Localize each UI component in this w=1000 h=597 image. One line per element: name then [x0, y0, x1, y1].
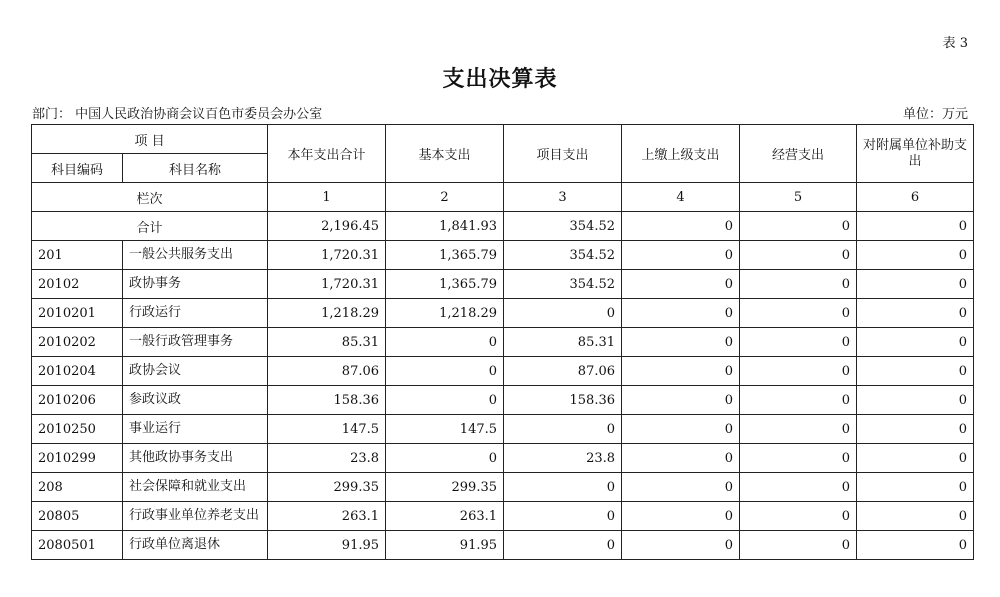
amount-cell: 0 — [857, 386, 974, 415]
subject-code: 2080501 — [32, 531, 123, 560]
header-upper: 上缴上级支出 — [622, 125, 740, 183]
subject-name: 社会保障和就业支出 — [123, 473, 268, 502]
total-value: 0 — [622, 212, 740, 241]
subject-name: 参政议政 — [123, 386, 268, 415]
amount-cell: 0 — [622, 444, 740, 473]
subject-name: 一般行政管理事务 — [123, 328, 268, 357]
subject-code: 20805 — [32, 502, 123, 531]
subject-code: 20102 — [32, 270, 123, 299]
amount-cell: 0 — [622, 502, 740, 531]
amount-cell: 0 — [740, 502, 857, 531]
subject-name: 行政运行 — [123, 299, 268, 328]
amount-cell: 0 — [622, 531, 740, 560]
amount-cell: 0 — [857, 270, 974, 299]
amount-cell: 1,365.79 — [386, 270, 504, 299]
table-row — [32, 270, 974, 299]
header-basic: 基本支出 — [386, 125, 504, 183]
amount-cell: 0 — [622, 299, 740, 328]
amount-cell: 1,218.29 — [386, 299, 504, 328]
department-label: 部门： 中国人民政治协商会议百色市委员会办公室 — [32, 107, 323, 122]
amount-cell: 0 — [386, 357, 504, 386]
amount-cell: 0 — [504, 415, 622, 444]
header-business: 经营支出 — [740, 125, 857, 183]
amount-cell: 0 — [622, 386, 740, 415]
subject-code: 201 — [32, 241, 123, 270]
amount-cell: 299.35 — [386, 473, 504, 502]
col-num: 3 — [504, 183, 622, 212]
amount-cell: 1,218.29 — [268, 299, 386, 328]
amount-cell: 0 — [857, 241, 974, 270]
amount-cell: 0 — [386, 386, 504, 415]
table-number: 表 3 — [942, 36, 968, 51]
table-row — [32, 357, 974, 386]
header-item: 项 目 — [32, 125, 268, 154]
amount-cell: 299.35 — [268, 473, 386, 502]
amount-cell: 0 — [504, 502, 622, 531]
amount-cell: 0 — [622, 357, 740, 386]
amount-cell: 0 — [740, 299, 857, 328]
subject-code: 2010201 — [32, 299, 123, 328]
amount-cell: 0 — [857, 531, 974, 560]
amount-cell: 85.31 — [268, 328, 386, 357]
table-row — [32, 473, 974, 502]
amount-cell: 0 — [504, 299, 622, 328]
amount-cell: 0 — [740, 415, 857, 444]
amount-cell: 1,720.31 — [268, 270, 386, 299]
amount-cell: 0 — [740, 241, 857, 270]
amount-cell: 85.31 — [504, 328, 622, 357]
amount-cell: 23.8 — [268, 444, 386, 473]
amount-cell: 147.5 — [386, 415, 504, 444]
amount-cell: 0 — [857, 299, 974, 328]
subject-name: 行政单位离退休 — [123, 531, 268, 560]
header-total: 本年支出合计 — [268, 125, 386, 183]
amount-cell: 158.36 — [504, 386, 622, 415]
table-row — [32, 299, 974, 328]
amount-cell: 354.52 — [504, 270, 622, 299]
total-label: 合计 — [32, 212, 268, 241]
amount-cell: 0 — [504, 473, 622, 502]
amount-cell: 0 — [622, 328, 740, 357]
amount-cell: 0 — [386, 328, 504, 357]
amount-cell: 0 — [740, 328, 857, 357]
total-value: 354.52 — [504, 212, 622, 241]
amount-cell: 0 — [622, 473, 740, 502]
subject-code: 208 — [32, 473, 123, 502]
amount-cell: 0 — [857, 444, 974, 473]
amount-cell: 0 — [622, 241, 740, 270]
table-row — [32, 241, 974, 270]
col-num: 2 — [386, 183, 504, 212]
amount-cell: 0 — [857, 473, 974, 502]
table-row — [32, 415, 974, 444]
amount-cell: 0 — [857, 357, 974, 386]
col-num: 6 — [857, 183, 974, 212]
subject-name: 其他政协事务支出 — [123, 444, 268, 473]
amount-cell: 0 — [740, 357, 857, 386]
subject-name: 行政事业单位养老支出 — [123, 502, 268, 531]
amount-cell: 0 — [740, 473, 857, 502]
amount-cell: 0 — [504, 531, 622, 560]
col-num: 5 — [740, 183, 857, 212]
header-name: 科目名称 — [123, 154, 268, 183]
amount-cell: 263.1 — [268, 502, 386, 531]
amount-cell: 0 — [386, 444, 504, 473]
header-project: 项目支出 — [504, 125, 622, 183]
col-num: 4 — [622, 183, 740, 212]
amount-cell: 0 — [740, 531, 857, 560]
page-title: 支出决算表 — [442, 66, 558, 92]
header-subsidy: 对附属单位补助支出 — [857, 125, 974, 183]
subject-code: 2010299 — [32, 444, 123, 473]
subject-name: 一般公共服务支出 — [123, 241, 268, 270]
header-row-1 — [32, 125, 974, 154]
amount-cell: 354.52 — [504, 241, 622, 270]
amount-cell: 0 — [857, 502, 974, 531]
subject-code: 2010206 — [32, 386, 123, 415]
total-row — [32, 212, 974, 241]
expenditure-table — [31, 124, 974, 560]
total-value: 0 — [857, 212, 974, 241]
subject-code: 2010204 — [32, 357, 123, 386]
total-value: 2,196.45 — [268, 212, 386, 241]
amount-cell: 158.36 — [268, 386, 386, 415]
subject-name: 政协事务 — [123, 270, 268, 299]
subject-name: 事业运行 — [123, 415, 268, 444]
amount-cell: 1,720.31 — [268, 241, 386, 270]
amount-cell: 87.06 — [504, 357, 622, 386]
column-number-row — [32, 183, 974, 212]
subject-code: 2010250 — [32, 415, 123, 444]
amount-cell: 91.95 — [386, 531, 504, 560]
table-row — [32, 328, 974, 357]
table-row — [32, 444, 974, 473]
amount-cell: 147.5 — [268, 415, 386, 444]
amount-cell: 0 — [740, 386, 857, 415]
table-row — [32, 531, 974, 560]
lanci-label: 栏次 — [32, 183, 268, 212]
table-row — [32, 502, 974, 531]
amount-cell: 23.8 — [504, 444, 622, 473]
unit-label: 单位：万元 — [902, 107, 968, 122]
total-value: 1,841.93 — [386, 212, 504, 241]
subject-code: 2010202 — [32, 328, 123, 357]
amount-cell: 0 — [740, 270, 857, 299]
header-code: 科目编码 — [32, 154, 123, 183]
amount-cell: 0 — [740, 444, 857, 473]
amount-cell: 91.95 — [268, 531, 386, 560]
total-value: 0 — [740, 212, 857, 241]
amount-cell: 263.1 — [386, 502, 504, 531]
subject-name: 政协会议 — [123, 357, 268, 386]
amount-cell: 87.06 — [268, 357, 386, 386]
amount-cell: 0 — [622, 270, 740, 299]
amount-cell: 0 — [857, 415, 974, 444]
amount-cell: 0 — [857, 328, 974, 357]
col-num: 1 — [268, 183, 386, 212]
amount-cell: 0 — [622, 415, 740, 444]
amount-cell: 1,365.79 — [386, 241, 504, 270]
table-row — [32, 386, 974, 415]
